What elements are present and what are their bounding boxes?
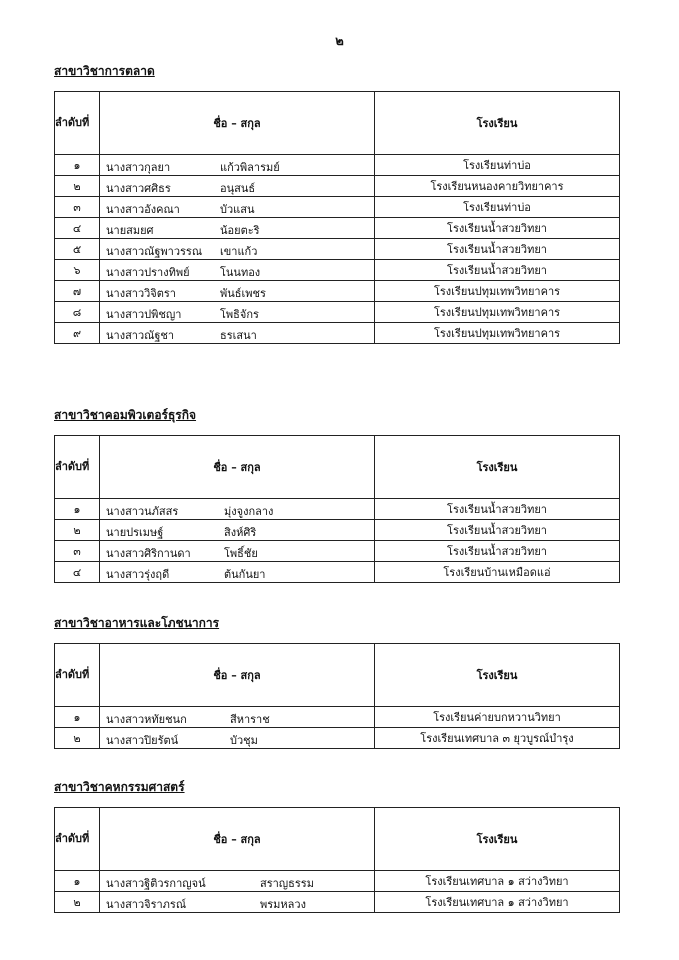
name-cell <box>100 155 375 176</box>
section-food-nutrition <box>54 614 620 749</box>
last-name: บัวแสน <box>220 203 255 216</box>
first-name: นางสาววิจิตรา <box>106 287 176 300</box>
last-name: ธรเสนา <box>220 329 257 342</box>
school-cell: โรงเรียนท่าบ่อ <box>375 155 620 176</box>
school-cell: โรงเรียนน้ำสวยวิทยา <box>375 499 620 520</box>
school-cell: โรงเรียนน้ำสวยวิทยา <box>375 239 620 260</box>
section-heading: สาขาวิชาอาหารและโภชนาการ <box>54 616 220 630</box>
section-marketing <box>54 62 620 344</box>
school-cell: โรงเรียนปทุมเทพวิทยาคาร <box>375 323 620 344</box>
name-cell <box>100 871 375 892</box>
row-number: ๒ <box>55 176 100 197</box>
first-name: นางสาวศศิธร <box>106 182 171 195</box>
school-cell: โรงเรียนปทุมเทพวิทยาคาร <box>375 302 620 323</box>
row-number: ๙ <box>55 323 100 344</box>
table-row <box>55 323 620 344</box>
first-name: นางสาวปิยรัตน์ <box>106 734 179 747</box>
row-number: ๒ <box>55 892 100 913</box>
table-row <box>55 520 620 541</box>
header-school: โรงเรียน <box>375 808 620 871</box>
row-number: ๕ <box>55 239 100 260</box>
row-number: ๑ <box>55 155 100 176</box>
first-name: นางสาวศิริกานดา <box>106 547 191 560</box>
section-heading: สาขาวิชาคอมพิวเตอร์ธุรกิจ <box>54 408 197 422</box>
name-cell <box>100 260 375 281</box>
last-name: น้อยตะริ <box>220 224 260 237</box>
last-name: โพธิ์ชัย <box>224 547 258 560</box>
table-header-row <box>55 644 620 707</box>
name-cell <box>100 302 375 323</box>
last-name: อนุสนธ์ <box>220 182 256 195</box>
last-name: สิงห์ศิริ <box>224 526 257 539</box>
header-school: โรงเรียน <box>375 92 620 155</box>
roster-table <box>54 643 620 749</box>
first-name: นางสาวจิราภรณ์ <box>106 898 187 911</box>
section-heading: สาขาวิชาการตลาด <box>54 64 155 78</box>
table-header-row <box>55 436 620 499</box>
row-number: ๘ <box>55 302 100 323</box>
first-name: นายปรเมษฐ์ <box>106 526 164 539</box>
name-cell <box>100 218 375 239</box>
row-number: ๑ <box>55 499 100 520</box>
first-name: นางสาวปรางทิพย์ <box>106 266 190 279</box>
last-name: สราญธรรม <box>260 877 314 890</box>
row-number: ๓ <box>55 541 100 562</box>
table-row <box>55 707 620 728</box>
row-number: ๗ <box>55 281 100 302</box>
table-row <box>55 176 620 197</box>
school-cell: โรงเรียนน้ำสวยวิทยา <box>375 218 620 239</box>
section-business-computer <box>54 406 620 583</box>
roster-table <box>54 435 620 583</box>
name-cell <box>100 707 375 728</box>
table-row <box>55 499 620 520</box>
first-name: นางสาวกุลยา <box>106 161 171 174</box>
table-row <box>55 728 620 749</box>
first-name: นางสาวฐิติวรกาญจน์ <box>106 877 206 890</box>
table-row <box>55 302 620 323</box>
first-name: นางสาวหทัยชนก <box>106 713 187 726</box>
last-name: พรมหลวง <box>260 898 306 911</box>
table-row <box>55 260 620 281</box>
school-cell: โรงเรียนน้ำสวยวิทยา <box>375 260 620 281</box>
last-name: โนนทอง <box>220 266 261 279</box>
row-number: ๔ <box>55 218 100 239</box>
last-name: เขาแก้ว <box>220 245 258 258</box>
school-cell: โรงเรียนน้ำสวยวิทยา <box>375 541 620 562</box>
roster-table <box>54 807 620 913</box>
name-cell <box>100 892 375 913</box>
school-cell: โรงเรียนค่ายบกหวานวิทยา <box>375 707 620 728</box>
table-row <box>55 281 620 302</box>
last-name: โพธิจักร <box>220 308 259 321</box>
table-row <box>55 155 620 176</box>
school-cell: โรงเรียนเทศบาล ๓ ยุวบูรณ์บำรุง <box>375 728 620 749</box>
name-cell <box>100 541 375 562</box>
table-row <box>55 541 620 562</box>
last-name: พันธ์เพชร <box>220 287 266 300</box>
first-name: นายสมยศ <box>106 224 154 237</box>
school-cell: โรงเรียนหนองคายวิทยาคาร <box>375 176 620 197</box>
row-number: ๒ <box>55 728 100 749</box>
table-header-row <box>55 808 620 871</box>
header-order: ลำดับที่ <box>55 644 100 707</box>
table-row <box>55 239 620 260</box>
first-name: นางสาวนภัสสร <box>106 505 179 518</box>
header-school: โรงเรียน <box>375 644 620 707</box>
last-name: บัวชุม <box>230 734 258 747</box>
section-home-economics <box>54 778 620 913</box>
header-name: ชื่อ – สกุล <box>100 436 375 499</box>
name-cell <box>100 197 375 218</box>
last-name: ต้นกันยา <box>224 568 266 581</box>
first-name: นางสาวรุ่งฤดี <box>106 568 170 581</box>
header-school: โรงเรียน <box>375 436 620 499</box>
table-row <box>55 562 620 583</box>
table-header-row <box>55 92 620 155</box>
row-number: ๔ <box>55 562 100 583</box>
header-order: ลำดับที่ <box>55 436 100 499</box>
first-name: นางสาวปพิชญา <box>106 308 182 321</box>
row-number: ๓ <box>55 197 100 218</box>
school-cell: โรงเรียนบ้านเหมือดแอ่ <box>375 562 620 583</box>
row-number: ๑ <box>55 871 100 892</box>
name-cell <box>100 323 375 344</box>
name-cell <box>100 520 375 541</box>
header-name: ชื่อ – สกุล <box>100 644 375 707</box>
page-number: ๒ <box>335 34 344 49</box>
school-cell: โรงเรียนเทศบาล ๑ สว่างวิทยา <box>375 892 620 913</box>
roster-table <box>54 91 620 344</box>
name-cell <box>100 281 375 302</box>
header-order: ลำดับที่ <box>55 92 100 155</box>
name-cell <box>100 562 375 583</box>
row-number: ๒ <box>55 520 100 541</box>
header-order: ลำดับที่ <box>55 808 100 871</box>
school-cell: โรงเรียนน้ำสวยวิทยา <box>375 520 620 541</box>
first-name: นางสาวณัฐพาวรรณ <box>106 245 203 258</box>
table-row <box>55 871 620 892</box>
first-name: นางสาวณัฐชา <box>106 329 175 342</box>
last-name: มุ่งจูงกลาง <box>224 505 274 518</box>
header-name: ชื่อ – สกุล <box>100 92 375 155</box>
school-cell: โรงเรียนเทศบาล ๑ สว่างวิทยา <box>375 871 620 892</box>
last-name: แก้วพิลารมย์ <box>220 161 280 174</box>
row-number: ๑ <box>55 707 100 728</box>
first-name: นางสาวอังคณา <box>106 203 180 216</box>
header-name: ชื่อ – สกุล <box>100 808 375 871</box>
table-row <box>55 197 620 218</box>
row-number: ๖ <box>55 260 100 281</box>
school-cell: โรงเรียนท่าบ่อ <box>375 197 620 218</box>
school-cell: โรงเรียนปทุมเทพวิทยาคาร <box>375 281 620 302</box>
table-row <box>55 892 620 913</box>
last-name: สีหาราช <box>230 713 270 726</box>
name-cell <box>100 176 375 197</box>
table-row <box>55 218 620 239</box>
name-cell <box>100 499 375 520</box>
name-cell <box>100 728 375 749</box>
name-cell <box>100 239 375 260</box>
section-heading: สาขาวิชาคหกรรมศาสตร์ <box>54 780 185 794</box>
